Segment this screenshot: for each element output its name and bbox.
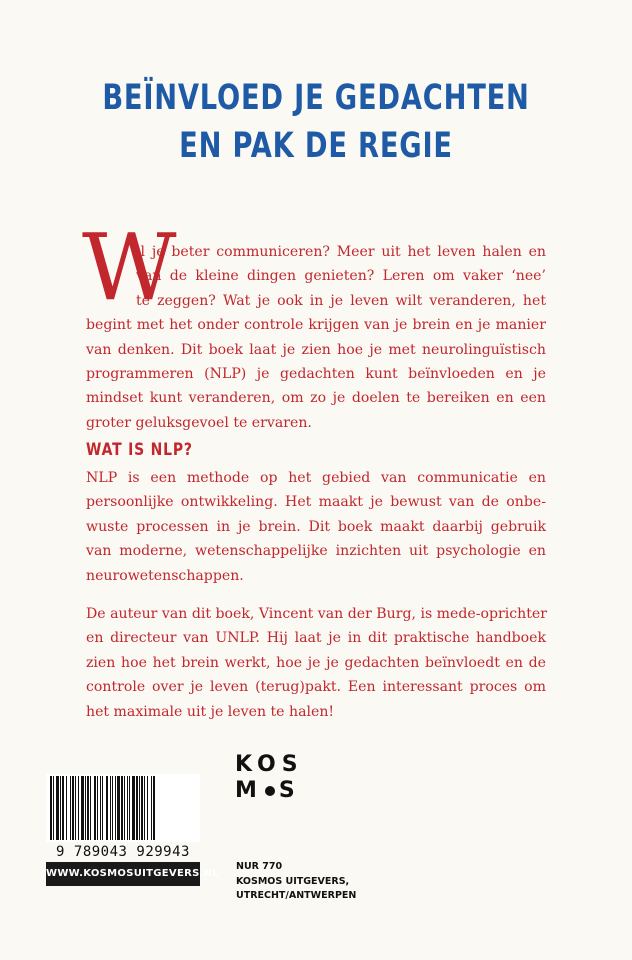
drop-cap: W	[82, 214, 177, 321]
barcode-bar	[112, 776, 113, 840]
isbn-number: 9 789043 929943	[56, 844, 190, 860]
nlp-paragraph	[86, 466, 546, 588]
barcode-bar	[127, 776, 128, 840]
barcode-bar	[110, 776, 111, 840]
barcode-bar	[94, 776, 96, 840]
barcode-bar	[129, 776, 130, 840]
logo-dot-icon	[265, 786, 275, 796]
barcode-bar	[106, 776, 108, 840]
barcode-bar	[66, 776, 67, 840]
nlp-line: persoonlijke ontwikkeling. Het maakt je bewust van de onbe-	[86, 494, 546, 511]
logo-s: S	[278, 778, 301, 803]
barcode-bar	[78, 776, 79, 840]
barcode-bar	[50, 776, 52, 840]
website-link[interactable]: WWW.KOSMOSUITGEVERS.NL	[46, 862, 200, 886]
intro-line: groter geluksgevoel te ervaren.	[86, 414, 312, 431]
imprint	[236, 860, 356, 904]
barcode-bar	[90, 776, 91, 840]
barcode-bar	[97, 776, 98, 840]
barcode-bar	[141, 776, 143, 840]
barcode-bar	[72, 776, 74, 840]
barcode-bar	[100, 776, 101, 840]
barcode-bar	[60, 776, 61, 840]
nur-code: NUR 770	[236, 861, 283, 872]
barcode	[46, 774, 200, 842]
intro-line: te zeggen? Wat je ook in je leven wilt veranderen, het	[136, 292, 546, 309]
author-paragraph	[86, 602, 546, 724]
intro-line: van denken. Dit boek laat je zien hoe je met neurolinguïstisch	[86, 341, 546, 358]
title-line-2: EN PAK DE REGIE	[179, 126, 453, 166]
author-line: en directeur van UNLP. Hij laat je in dit praktische handboek	[86, 630, 546, 647]
barcode-bar	[139, 776, 140, 840]
barcode-bar	[56, 776, 59, 840]
barcode-bar	[81, 776, 84, 840]
author-line: controle over je leven (terug)pakt. Een interessant proces om	[86, 679, 546, 696]
author-line: het maximale uit je leven te halen!	[86, 703, 335, 720]
barcode-bar	[153, 776, 155, 840]
barcode-bar	[136, 776, 138, 840]
logo-line-2	[235, 778, 304, 804]
barcode-bar	[151, 776, 152, 840]
barcode-bar	[102, 776, 103, 840]
intro-line: programmeren (NLP) je gedachten kunt beïnvloeden en je	[86, 366, 546, 383]
intro-line: van de kleine dingen genieten? Leren om vaker ‘nee’	[136, 268, 546, 285]
barcode-bar	[117, 776, 120, 840]
publisher-logo	[235, 752, 304, 804]
barcode-bar	[70, 776, 71, 840]
intro-line: il je beter communiceren? Meer uit het leven halen en	[136, 244, 546, 260]
nlp-line: wuste processen in je brein. Dit boek maakt daarbij gebruik	[86, 518, 546, 535]
barcode-bar	[75, 776, 76, 840]
barcode-bars	[46, 774, 200, 842]
author-line: zien hoe het brein werkt, hoe je je gedachten beïnvloedt en de	[86, 654, 546, 671]
logo-m: M	[235, 778, 263, 803]
barcode-bar	[62, 776, 64, 840]
intro-paragraph	[86, 240, 546, 435]
barcode-bar	[124, 776, 125, 840]
intro-line: begint met het onder controle krijgen van je brein en je manier	[86, 317, 546, 334]
barcode-bar	[147, 776, 148, 840]
publisher-city: UTRECHT/ANTWERPEN	[236, 890, 357, 901]
nlp-line: NLP is een methode op het gebied van communicatie en	[86, 470, 546, 486]
barcode-bar	[115, 776, 116, 840]
author-line: De auteur van dit boek, Vincent van der Burg, is mede-oprichter	[86, 606, 547, 622]
barcode-bar	[132, 776, 135, 840]
nlp-line: van moderne, wetenschappelijke inzichten uit psychologie en	[86, 543, 546, 560]
barcode-bar	[121, 776, 123, 840]
logo-line-1: KOS	[235, 752, 304, 777]
title-line-1: BEÏNVLOED JE GEDACHTEN	[102, 78, 530, 118]
publisher-name: KOSMOS UITGEVERS,	[236, 875, 350, 887]
section-heading: WAT IS NLP?	[86, 440, 193, 460]
barcode-bar	[85, 776, 86, 840]
nlp-line: neurowetenschappen.	[86, 567, 244, 584]
barcode-bar	[53, 776, 54, 840]
barcode-bar	[144, 776, 145, 840]
intro-line: mindset kunt veranderen, om zo je doelen te bereiken en een	[86, 390, 546, 407]
barcode-bar	[87, 776, 89, 840]
